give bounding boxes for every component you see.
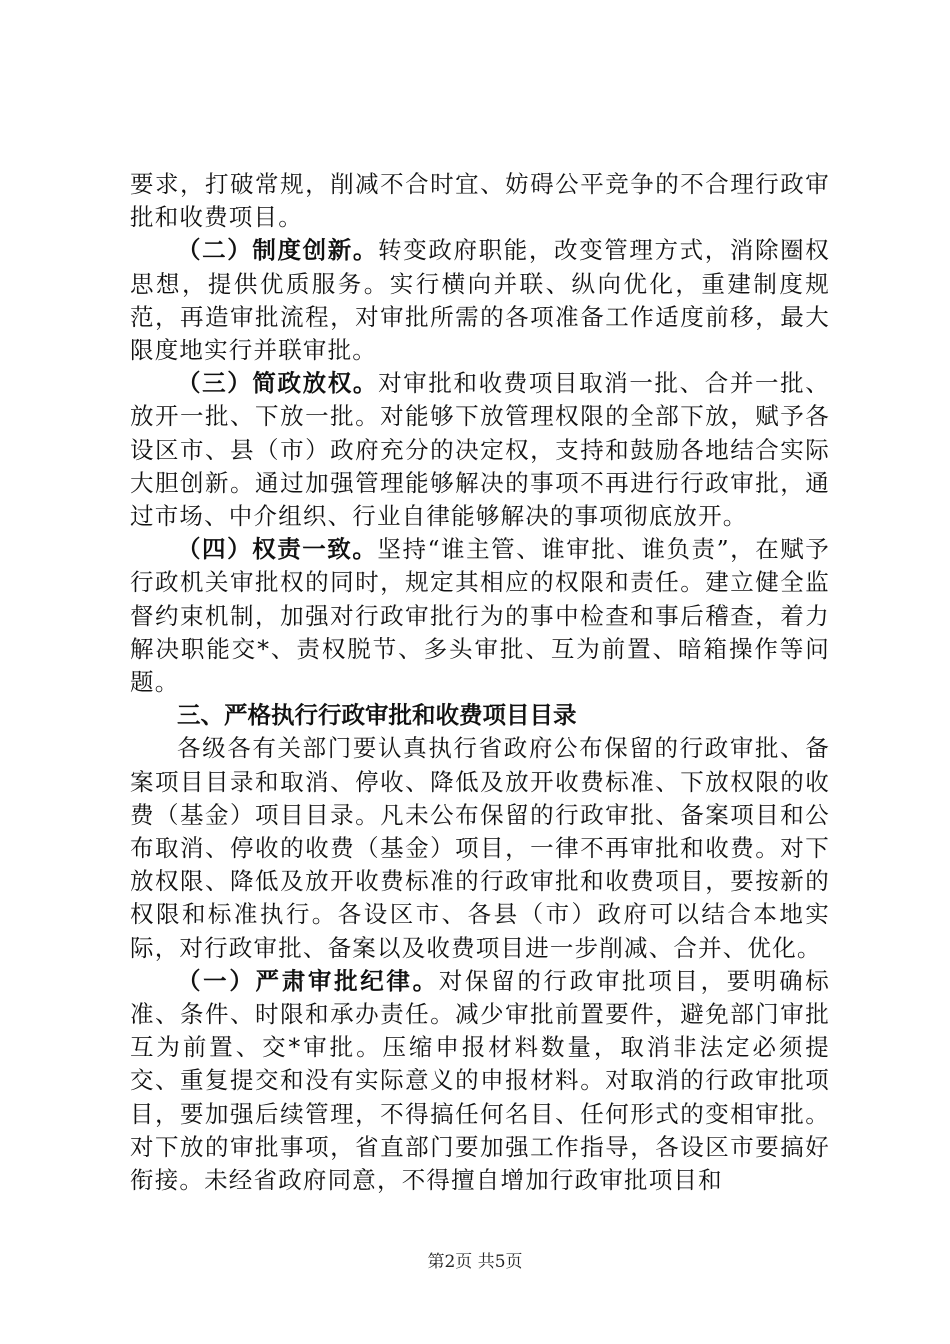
section-title-decentralization: （三）简政放权。 — [177, 369, 379, 398]
section-title-rights-responsibility: （四）权责一致。 — [177, 535, 378, 564]
section-title-institution-innovation: （二）制度创新。 — [177, 236, 379, 265]
section-title-approval-discipline: （一）严肃审批纪律。 — [177, 966, 439, 995]
paragraph-4 — [130, 533, 830, 699]
paragraph-4-body: 坚持“谁主管、谁审批、谁负责”，在赋予行政机关审批权的同时，规定其相应的权限和责任。建立健全监督约束机制，加强对行政审批行为的事中检查和事后稽查，着力解决职能交*、责权脱节、多头审批、互为前置、暗箱操作等问题。 — [130, 535, 830, 697]
paragraph-2 — [130, 234, 830, 367]
paragraph-2-body: 转变政府职能，改变管理方式，消除圈权思想，提供优质服务。实行横向并联、纵向优化，重建制度规范，再造审批流程，对审批所需的各项准备工作适度前移，最大限度地实行并联审批。 — [130, 236, 830, 365]
paragraph-1: 要求，打破常规，削减不合时宜、妨碍公平竞争的不合理行政审批和收费项目。 — [130, 170, 830, 232]
paragraph-3 — [130, 367, 830, 533]
paragraph-6 — [130, 965, 830, 1197]
paragraph-6-body: 对保留的行政审批项目，要明确标准、条件、时限和承办责任。减少审批前置要件，避免部门审批互为前置、交*审批。压缩申报材料数量，取消非法定必须提交、重复提交和没有实际意义的申报材料。对取消的行政审批项目，要加强后续管理，不得搞任何名目、任何形式的变相审批。对下放的审批事项，省直部门要加强工作指导，各设区市要搞好衔接。未经省政府同意，不得擅自增加行政审批项目和 — [130, 966, 831, 1195]
page-footer: 第2页 共5页 — [427, 1252, 523, 1272]
section-heading-3: 三、严格执行行政审批和收费项目目录 — [177, 701, 577, 730]
paragraph-5: 各级各有关部门要认真执行省政府公布保留的行政审批、备案项目目录和取消、停收、降低及放开收费标准、下放权限的收费（基金）项目目录。凡未公布保留的行政审批、备案项目和公布取消、停收的收费（基金）项目，一律不再审批和收费。对下放权限、降低及放开收费标准的行政审批和收费项目，要按新的权限和标准执行。各设区市、各县（市）政府可以结合本地实际，对行政审批、备案以及收费项目进一步削减、合并、优化。 — [130, 734, 830, 962]
document-body — [130, 168, 830, 1197]
paragraph-3-body: 对审批和收费项目取消一批、合并一批、放开一批、下放一批。对能够下放管理权限的全部下放，赋予各设区市、县（市）政府充分的决定权，支持和鼓励各地结合实际大胆创新。通过加强管理能够解决的事项不再进行行政审批，通过市场、中介组织、行业自律能够解决的事项彻底放开。 — [130, 369, 830, 531]
